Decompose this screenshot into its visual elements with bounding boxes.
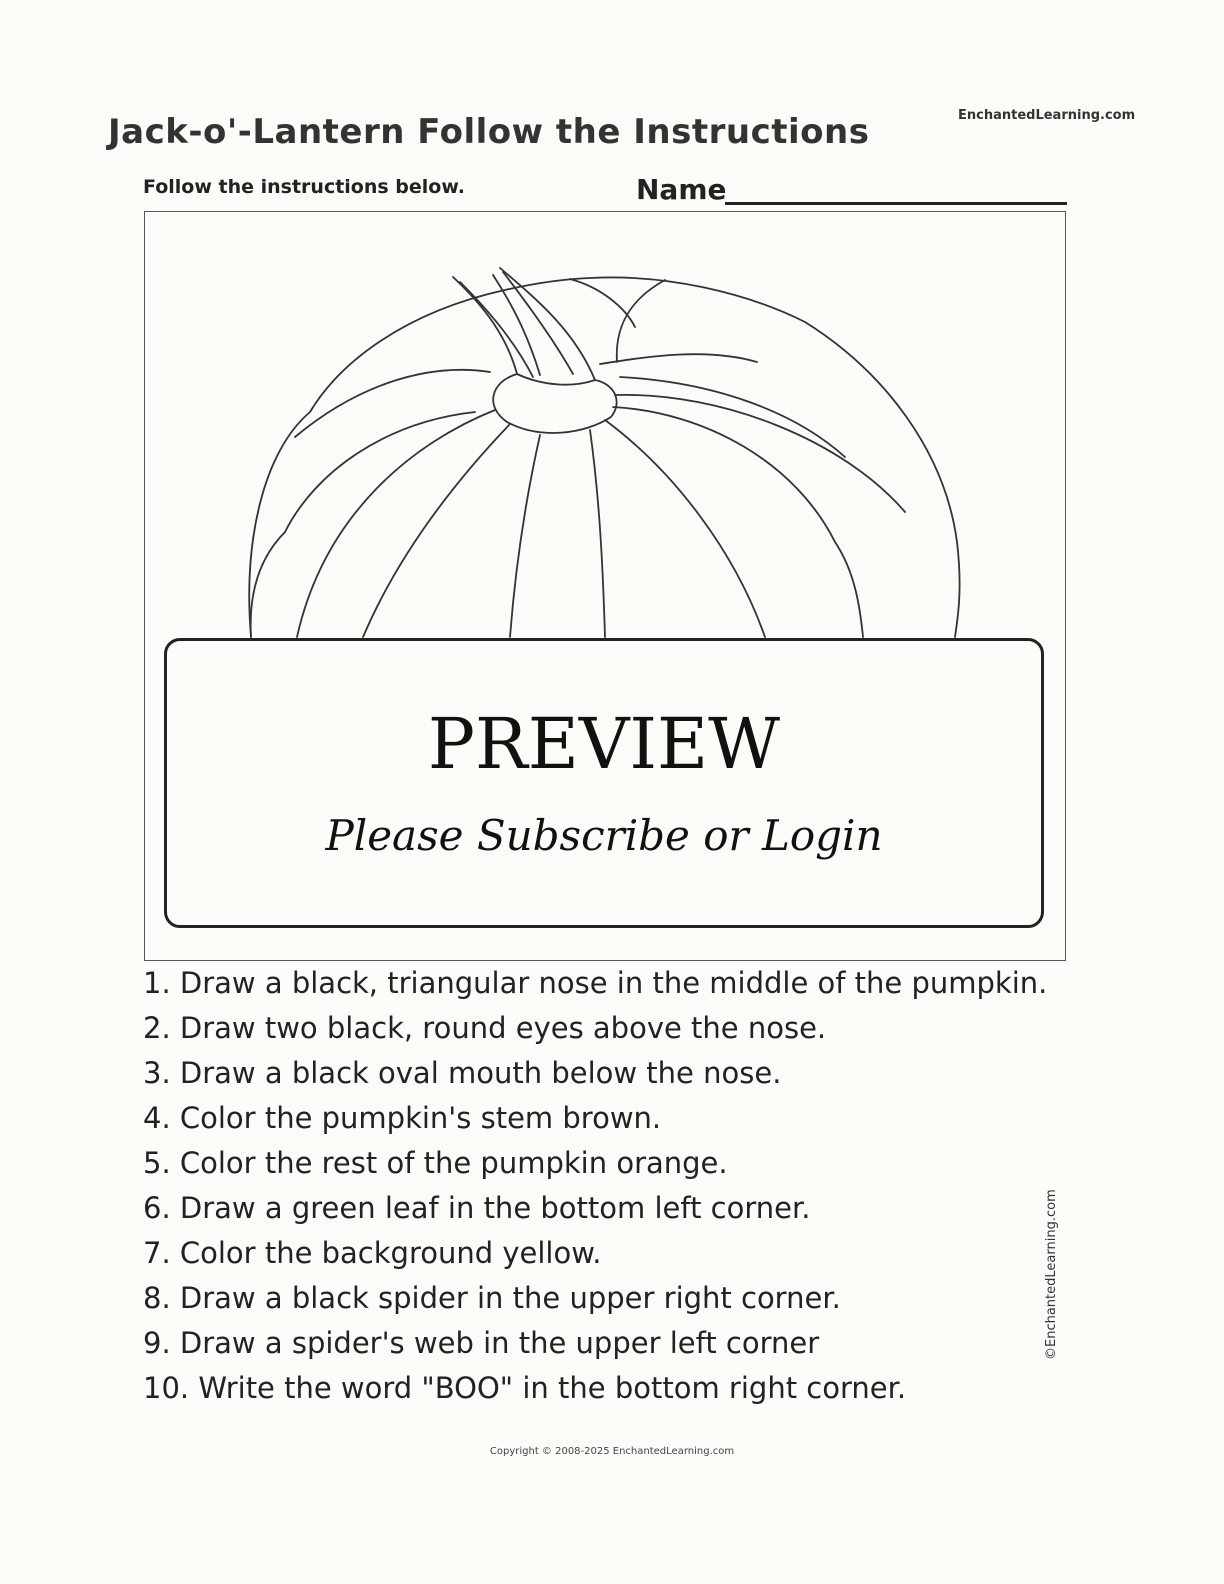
site-label: EnchantedLearning.com (958, 108, 1136, 123)
instruction-item: 2. Draw two black, round eyes above the nose. (143, 1011, 827, 1045)
instruction-item: 8. Draw a black spider in the upper right corner. (143, 1281, 841, 1315)
worksheet-subheading: Follow the instructions below. (143, 176, 465, 198)
preview-subtitle-link[interactable]: Please Subscribe or Login (325, 811, 883, 860)
footer-copyright: Copyright © 2008-2025 EnchantedLearning.com (489, 1446, 735, 1457)
preview-title: PREVIEW (427, 703, 781, 785)
instruction-item: 10. Write the word "BOO" in the bottom right corner. (143, 1371, 907, 1405)
name-label: Name (636, 173, 727, 206)
instruction-list (143, 963, 1073, 1413)
page-title: Jack-o'-Lantern Follow the Instructions (108, 112, 870, 152)
preview-overlay[interactable] (164, 638, 1044, 928)
instruction-item: 9. Draw a spider's web in the upper left corner (143, 1326, 820, 1360)
instruction-item: 4. Color the pumpkin's stem brown. (143, 1101, 662, 1135)
name-line (725, 202, 1067, 205)
instruction-item: 3. Draw a black oval mouth below the nose. (143, 1056, 782, 1090)
side-credit: ©EnchantedLearning.com (1044, 1189, 1059, 1360)
instruction-item: 7. Color the background yellow. (143, 1236, 602, 1270)
instruction-item: 6. Draw a green leaf in the bottom left corner. (143, 1191, 811, 1225)
instruction-item: 1. Draw a black, triangular nose in the middle of the pumpkin. (143, 966, 1048, 1000)
instruction-item: 5. Color the rest of the pumpkin orange. (143, 1146, 728, 1180)
